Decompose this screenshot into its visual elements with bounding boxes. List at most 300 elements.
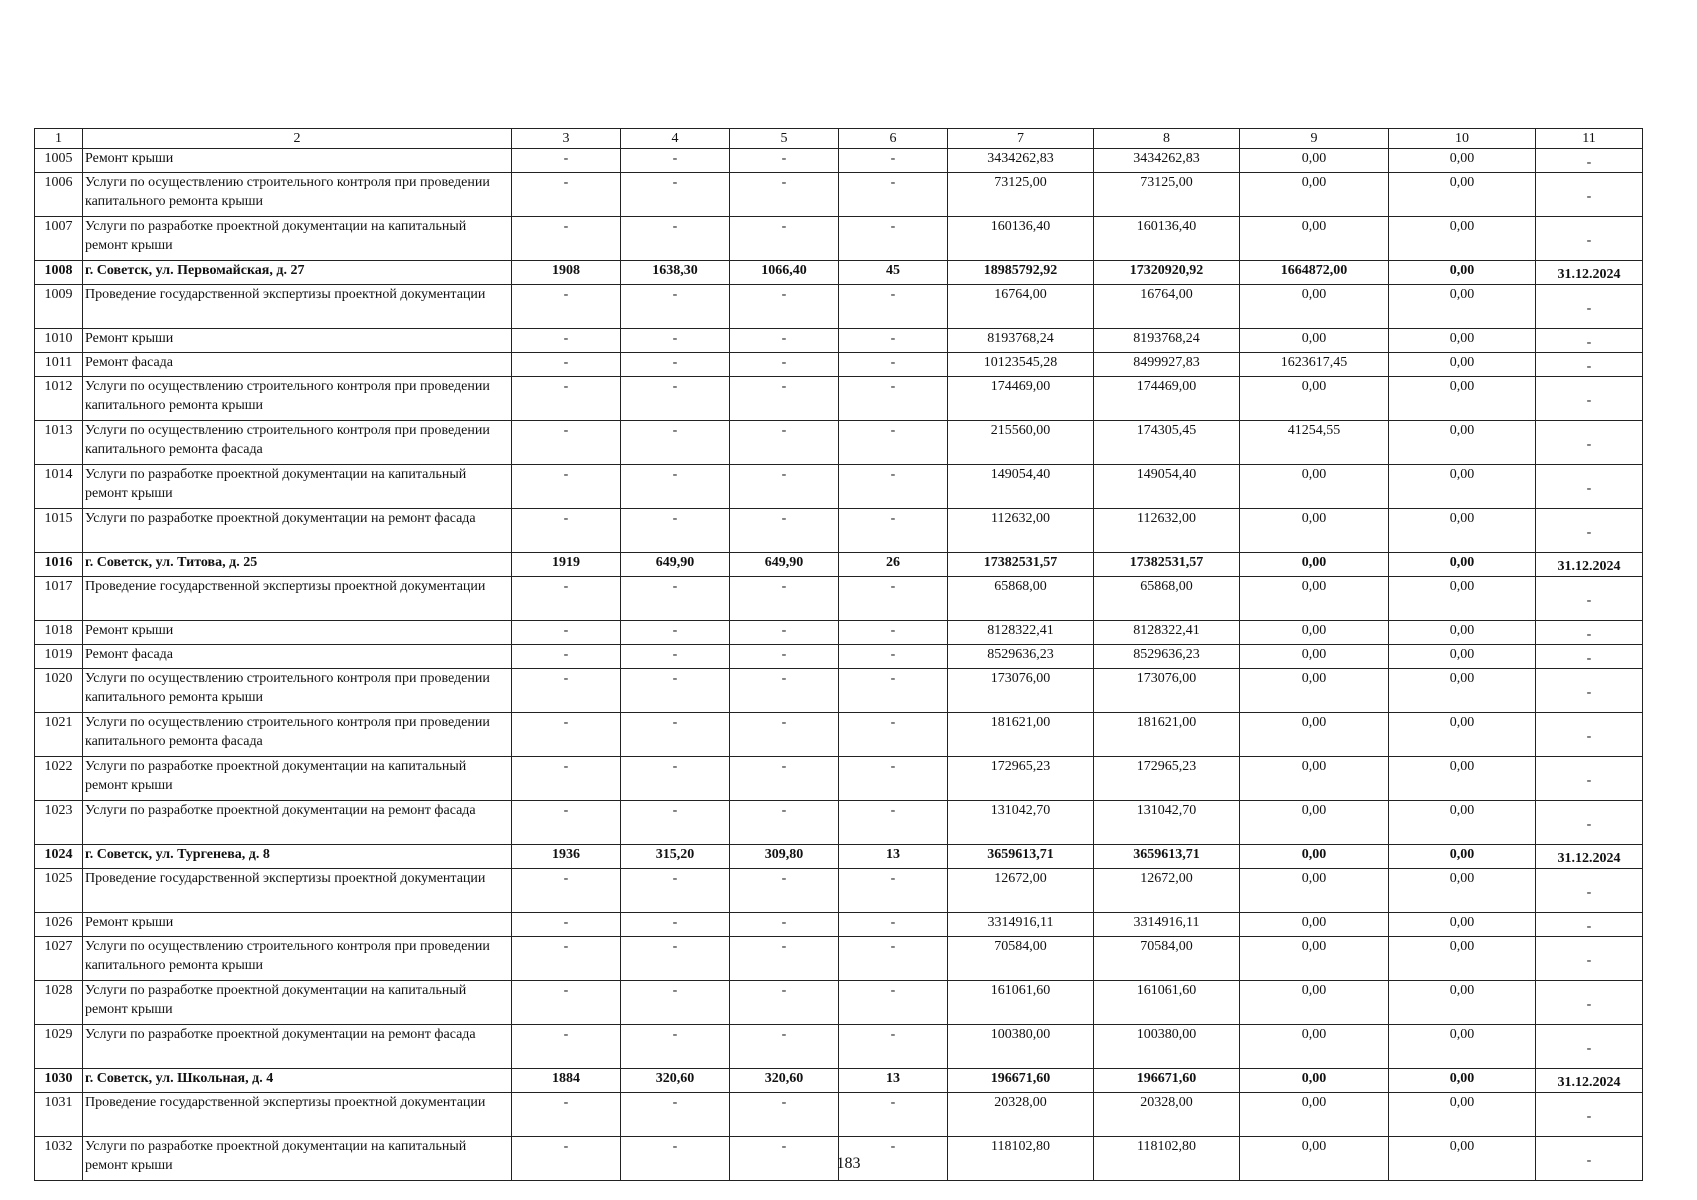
other-funds-cell: 0,00 xyxy=(1389,713,1536,757)
owner-funds-cell: 0,00 xyxy=(1240,217,1389,261)
year-built-cell: - xyxy=(512,713,621,757)
total-cost-cell: 8193768,24 xyxy=(948,329,1094,353)
completion-date-cell: - xyxy=(1536,801,1643,845)
column-header: 9 xyxy=(1240,129,1389,149)
total-cost-cell: 196671,60 xyxy=(948,1069,1094,1093)
completion-date-cell: - xyxy=(1536,285,1643,329)
living-area-cell: - xyxy=(730,645,839,669)
total-cost-cell: 16764,00 xyxy=(948,285,1094,329)
fund-amount-cell: 174305,45 xyxy=(1094,421,1240,465)
year-built-cell: 1936 xyxy=(512,845,621,869)
table-row xyxy=(35,1093,1643,1137)
work-description-cell: Ремонт фасада xyxy=(83,645,512,669)
other-funds-cell: 0,00 xyxy=(1389,757,1536,801)
other-funds-cell: 0,00 xyxy=(1389,149,1536,173)
total-cost-cell: 65868,00 xyxy=(948,577,1094,621)
work-description-cell: Услуги по осуществлению строительного контроля при проведении капитального ремонта крыши xyxy=(83,669,512,713)
owner-funds-cell: 0,00 xyxy=(1240,1025,1389,1069)
work-description-cell: Ремонт крыши xyxy=(83,149,512,173)
fund-amount-cell: 3314916,11 xyxy=(1094,913,1240,937)
fund-amount-cell: 161061,60 xyxy=(1094,981,1240,1025)
fund-amount-cell: 112632,00 xyxy=(1094,509,1240,553)
completion-date-cell: - xyxy=(1536,621,1643,645)
residents-count-cell: 13 xyxy=(839,1069,948,1093)
table-row xyxy=(35,913,1643,937)
work-description-cell: Услуги по разработке проектной документации на капитальный ремонт крыши xyxy=(83,981,512,1025)
total-area-cell: - xyxy=(621,981,730,1025)
residents-count-cell: - xyxy=(839,1025,948,1069)
fund-amount-cell: 181621,00 xyxy=(1094,713,1240,757)
row-number-cell: 1032 xyxy=(35,1137,83,1181)
residents-count-cell: 26 xyxy=(839,553,948,577)
total-cost-cell: 173076,00 xyxy=(948,669,1094,713)
row-number-cell: 1031 xyxy=(35,1093,83,1137)
total-area-cell: - xyxy=(621,645,730,669)
fund-amount-cell: 20328,00 xyxy=(1094,1093,1240,1137)
total-area-cell: - xyxy=(621,465,730,509)
living-area-cell: 309,80 xyxy=(730,845,839,869)
row-number-cell: 1008 xyxy=(35,261,83,285)
total-area-cell: - xyxy=(621,1025,730,1069)
completion-date-cell: - xyxy=(1536,1137,1643,1181)
other-funds-cell: 0,00 xyxy=(1389,329,1536,353)
living-area-cell: - xyxy=(730,285,839,329)
year-built-cell: - xyxy=(512,173,621,217)
total-cost-cell: 100380,00 xyxy=(948,1025,1094,1069)
table-row xyxy=(35,869,1643,913)
residents-count-cell: - xyxy=(839,421,948,465)
other-funds-cell: 0,00 xyxy=(1389,913,1536,937)
owner-funds-cell: 41254,55 xyxy=(1240,421,1389,465)
total-cost-cell: 149054,40 xyxy=(948,465,1094,509)
owner-funds-cell: 0,00 xyxy=(1240,937,1389,981)
table-row xyxy=(35,1025,1643,1069)
year-built-cell: - xyxy=(512,465,621,509)
total-area-cell: - xyxy=(621,377,730,421)
living-area-cell: - xyxy=(730,217,839,261)
work-description-cell: Услуги по разработке проектной документации на капитальный ремонт крыши xyxy=(83,1137,512,1181)
fund-amount-cell: 65868,00 xyxy=(1094,577,1240,621)
living-area-cell: - xyxy=(730,421,839,465)
fund-amount-cell: 172965,23 xyxy=(1094,757,1240,801)
other-funds-cell: 0,00 xyxy=(1389,553,1536,577)
other-funds-cell: 0,00 xyxy=(1389,801,1536,845)
other-funds-cell: 0,00 xyxy=(1389,645,1536,669)
total-cost-cell: 17382531,57 xyxy=(948,553,1094,577)
other-funds-cell: 0,00 xyxy=(1389,869,1536,913)
residents-count-cell: - xyxy=(839,1137,948,1181)
total-cost-cell: 174469,00 xyxy=(948,377,1094,421)
residents-count-cell: - xyxy=(839,621,948,645)
work-description-cell: г. Советск, ул. Титова, д. 25 xyxy=(83,553,512,577)
column-header: 10 xyxy=(1389,129,1536,149)
total-area-cell: - xyxy=(621,1093,730,1137)
owner-funds-cell: 0,00 xyxy=(1240,845,1389,869)
other-funds-cell: 0,00 xyxy=(1389,577,1536,621)
fund-amount-cell: 196671,60 xyxy=(1094,1069,1240,1093)
column-header: 3 xyxy=(512,129,621,149)
completion-date-cell: 31.12.2024 xyxy=(1536,845,1643,869)
work-description-cell: Услуги по осуществлению строительного контроля при проведении капитального ремонта крыши xyxy=(83,937,512,981)
completion-date-cell: - xyxy=(1536,669,1643,713)
year-built-cell: - xyxy=(512,329,621,353)
other-funds-cell: 0,00 xyxy=(1389,285,1536,329)
row-number-cell: 1020 xyxy=(35,669,83,713)
residents-count-cell: - xyxy=(839,1093,948,1137)
total-area-cell: 320,60 xyxy=(621,1069,730,1093)
row-number-cell: 1021 xyxy=(35,713,83,757)
year-built-cell: - xyxy=(512,801,621,845)
owner-funds-cell: 0,00 xyxy=(1240,757,1389,801)
work-description-cell: Услуги по разработке проектной документации на ремонт фасада xyxy=(83,1025,512,1069)
work-description-cell: Услуги по разработке проектной документации на ремонт фасада xyxy=(83,801,512,845)
row-number-cell: 1026 xyxy=(35,913,83,937)
year-built-cell: - xyxy=(512,757,621,801)
year-built-cell: - xyxy=(512,285,621,329)
total-area-cell: - xyxy=(621,621,730,645)
table-row xyxy=(35,377,1643,421)
fund-amount-cell: 17382531,57 xyxy=(1094,553,1240,577)
work-description-cell: Ремонт фасада xyxy=(83,353,512,377)
fund-amount-cell: 160136,40 xyxy=(1094,217,1240,261)
column-header: 4 xyxy=(621,129,730,149)
year-built-cell: - xyxy=(512,1137,621,1181)
owner-funds-cell: 0,00 xyxy=(1240,377,1389,421)
owner-funds-cell: 0,00 xyxy=(1240,621,1389,645)
completion-date-cell: - xyxy=(1536,217,1643,261)
total-cost-cell: 18985792,92 xyxy=(948,261,1094,285)
residents-count-cell: - xyxy=(839,713,948,757)
residents-count-cell: - xyxy=(839,377,948,421)
residents-count-cell: - xyxy=(839,913,948,937)
fund-amount-cell: 70584,00 xyxy=(1094,937,1240,981)
total-area-cell: - xyxy=(621,353,730,377)
living-area-cell: - xyxy=(730,1137,839,1181)
total-cost-cell: 118102,80 xyxy=(948,1137,1094,1181)
column-header: 11 xyxy=(1536,129,1643,149)
fund-amount-cell: 8193768,24 xyxy=(1094,329,1240,353)
total-area-cell: - xyxy=(621,149,730,173)
total-area-cell: - xyxy=(621,217,730,261)
total-area-cell: - xyxy=(621,509,730,553)
residents-count-cell: - xyxy=(839,669,948,713)
total-area-cell: - xyxy=(621,757,730,801)
living-area-cell: - xyxy=(730,713,839,757)
table-row xyxy=(35,353,1643,377)
work-description-cell: Проведение государственной экспертизы проектной документации xyxy=(83,285,512,329)
residents-count-cell: - xyxy=(839,285,948,329)
total-area-cell: 1638,30 xyxy=(621,261,730,285)
column-header: 5 xyxy=(730,129,839,149)
living-area-cell: - xyxy=(730,869,839,913)
total-cost-cell: 112632,00 xyxy=(948,509,1094,553)
table-row xyxy=(35,577,1643,621)
work-description-cell: Ремонт крыши xyxy=(83,621,512,645)
completion-date-cell: - xyxy=(1536,757,1643,801)
row-number-cell: 1022 xyxy=(35,757,83,801)
other-funds-cell: 0,00 xyxy=(1389,937,1536,981)
total-cost-cell: 3659613,71 xyxy=(948,845,1094,869)
completion-date-cell: 31.12.2024 xyxy=(1536,553,1643,577)
year-built-cell: - xyxy=(512,377,621,421)
completion-date-cell: - xyxy=(1536,1093,1643,1137)
completion-date-cell: 31.12.2024 xyxy=(1536,1069,1643,1093)
work-description-cell: Проведение государственной экспертизы проектной документации xyxy=(83,577,512,621)
owner-funds-cell: 0,00 xyxy=(1240,149,1389,173)
table-row xyxy=(35,421,1643,465)
other-funds-cell: 0,00 xyxy=(1389,1093,1536,1137)
other-funds-cell: 0,00 xyxy=(1389,173,1536,217)
fund-amount-cell: 3659613,71 xyxy=(1094,845,1240,869)
table-row xyxy=(35,937,1643,981)
fund-amount-cell: 73125,00 xyxy=(1094,173,1240,217)
fund-amount-cell: 118102,80 xyxy=(1094,1137,1240,1181)
work-description-cell: Услуги по разработке проектной документации на капитальный ремонт крыши xyxy=(83,465,512,509)
row-number-cell: 1018 xyxy=(35,621,83,645)
fund-amount-cell: 173076,00 xyxy=(1094,669,1240,713)
residents-count-cell: 13 xyxy=(839,845,948,869)
fund-amount-cell: 149054,40 xyxy=(1094,465,1240,509)
other-funds-cell: 0,00 xyxy=(1389,377,1536,421)
owner-funds-cell: 0,00 xyxy=(1240,869,1389,913)
row-number-cell: 1005 xyxy=(35,149,83,173)
fund-amount-cell: 17320920,92 xyxy=(1094,261,1240,285)
residents-count-cell: 45 xyxy=(839,261,948,285)
owner-funds-cell: 0,00 xyxy=(1240,285,1389,329)
work-description-cell: Услуги по осуществлению строительного контроля при проведении капитального ремонта фасада xyxy=(83,713,512,757)
owner-funds-cell: 0,00 xyxy=(1240,1137,1389,1181)
row-number-cell: 1019 xyxy=(35,645,83,669)
completion-date-cell: - xyxy=(1536,173,1643,217)
fund-amount-cell: 174469,00 xyxy=(1094,377,1240,421)
total-cost-cell: 3314916,11 xyxy=(948,913,1094,937)
completion-date-cell: - xyxy=(1536,377,1643,421)
total-area-cell: 315,20 xyxy=(621,845,730,869)
row-number-cell: 1028 xyxy=(35,981,83,1025)
residents-count-cell: - xyxy=(839,981,948,1025)
owner-funds-cell: 0,00 xyxy=(1240,801,1389,845)
table-row xyxy=(35,757,1643,801)
other-funds-cell: 0,00 xyxy=(1389,1069,1536,1093)
owner-funds-cell: 0,00 xyxy=(1240,329,1389,353)
other-funds-cell: 0,00 xyxy=(1389,1025,1536,1069)
completion-date-cell: - xyxy=(1536,1025,1643,1069)
year-built-cell: - xyxy=(512,149,621,173)
year-built-cell: - xyxy=(512,937,621,981)
total-area-cell: - xyxy=(621,713,730,757)
work-description-cell: г. Советск, ул. Первомайская, д. 27 xyxy=(83,261,512,285)
column-header: 2 xyxy=(83,129,512,149)
owner-funds-cell: 0,00 xyxy=(1240,669,1389,713)
total-cost-cell: 181621,00 xyxy=(948,713,1094,757)
total-cost-cell: 215560,00 xyxy=(948,421,1094,465)
residents-count-cell: - xyxy=(839,509,948,553)
row-number-cell: 1029 xyxy=(35,1025,83,1069)
year-built-cell: - xyxy=(512,645,621,669)
row-number-cell: 1006 xyxy=(35,173,83,217)
year-built-cell: - xyxy=(512,421,621,465)
address-row xyxy=(35,845,1643,869)
table-header-row xyxy=(35,129,1643,149)
row-number-cell: 1012 xyxy=(35,377,83,421)
total-cost-cell: 10123545,28 xyxy=(948,353,1094,377)
row-number-cell: 1024 xyxy=(35,845,83,869)
work-description-cell: г. Советск, ул. Тургенева, д. 8 xyxy=(83,845,512,869)
table-row xyxy=(35,173,1643,217)
living-area-cell: - xyxy=(730,353,839,377)
fund-amount-cell: 12672,00 xyxy=(1094,869,1240,913)
completion-date-cell: - xyxy=(1536,577,1643,621)
year-built-cell: - xyxy=(512,217,621,261)
total-cost-cell: 70584,00 xyxy=(948,937,1094,981)
total-cost-cell: 161061,60 xyxy=(948,981,1094,1025)
owner-funds-cell: 0,00 xyxy=(1240,713,1389,757)
living-area-cell: - xyxy=(730,377,839,421)
year-built-cell: - xyxy=(512,353,621,377)
living-area-cell: - xyxy=(730,329,839,353)
row-number-cell: 1015 xyxy=(35,509,83,553)
work-description-cell: Услуги по разработке проектной документации на капитальный ремонт крыши xyxy=(83,757,512,801)
fund-amount-cell: 16764,00 xyxy=(1094,285,1240,329)
work-description-cell: Проведение государственной экспертизы проектной документации xyxy=(83,1093,512,1137)
fund-amount-cell: 3434262,83 xyxy=(1094,149,1240,173)
table-row xyxy=(35,713,1643,757)
column-header: 1 xyxy=(35,129,83,149)
residents-count-cell: - xyxy=(839,757,948,801)
other-funds-cell: 0,00 xyxy=(1389,261,1536,285)
column-header: 6 xyxy=(839,129,948,149)
living-area-cell: 320,60 xyxy=(730,1069,839,1093)
fund-amount-cell: 131042,70 xyxy=(1094,801,1240,845)
completion-date-cell: - xyxy=(1536,913,1643,937)
living-area-cell: - xyxy=(730,1093,839,1137)
residents-count-cell: - xyxy=(839,217,948,261)
address-row xyxy=(35,1069,1643,1093)
total-area-cell: - xyxy=(621,1137,730,1181)
works-table xyxy=(34,128,1643,1181)
work-description-cell: Ремонт крыши xyxy=(83,329,512,353)
table-row xyxy=(35,285,1643,329)
living-area-cell: - xyxy=(730,577,839,621)
year-built-cell: - xyxy=(512,669,621,713)
total-area-cell: 649,90 xyxy=(621,553,730,577)
total-area-cell: - xyxy=(621,285,730,329)
owner-funds-cell: 1623617,45 xyxy=(1240,353,1389,377)
other-funds-cell: 0,00 xyxy=(1389,669,1536,713)
row-number-cell: 1014 xyxy=(35,465,83,509)
other-funds-cell: 0,00 xyxy=(1389,981,1536,1025)
completion-date-cell: - xyxy=(1536,937,1643,981)
year-built-cell: - xyxy=(512,509,621,553)
residents-count-cell: - xyxy=(839,329,948,353)
other-funds-cell: 0,00 xyxy=(1389,621,1536,645)
year-built-cell: 1884 xyxy=(512,1069,621,1093)
total-cost-cell: 3434262,83 xyxy=(948,149,1094,173)
total-cost-cell: 8128322,41 xyxy=(948,621,1094,645)
total-cost-cell: 131042,70 xyxy=(948,801,1094,845)
total-cost-cell: 172965,23 xyxy=(948,757,1094,801)
residents-count-cell: - xyxy=(839,577,948,621)
total-cost-cell: 12672,00 xyxy=(948,869,1094,913)
total-area-cell: - xyxy=(621,329,730,353)
other-funds-cell: 0,00 xyxy=(1389,421,1536,465)
work-description-cell: Услуги по осуществлению строительного контроля при проведении капитального ремонта крыши xyxy=(83,377,512,421)
work-description-cell: Проведение государственной экспертизы проектной документации xyxy=(83,869,512,913)
table-row xyxy=(35,801,1643,845)
residents-count-cell: - xyxy=(839,937,948,981)
owner-funds-cell: 0,00 xyxy=(1240,981,1389,1025)
owner-funds-cell: 0,00 xyxy=(1240,173,1389,217)
completion-date-cell: - xyxy=(1536,329,1643,353)
living-area-cell: - xyxy=(730,509,839,553)
living-area-cell: - xyxy=(730,1025,839,1069)
other-funds-cell: 0,00 xyxy=(1389,217,1536,261)
total-area-cell: - xyxy=(621,913,730,937)
table-row xyxy=(35,329,1643,353)
residents-count-cell: - xyxy=(839,353,948,377)
year-built-cell: 1908 xyxy=(512,261,621,285)
residents-count-cell: - xyxy=(839,869,948,913)
living-area-cell: - xyxy=(730,173,839,217)
completion-date-cell: - xyxy=(1536,981,1643,1025)
address-row xyxy=(35,261,1643,285)
row-number-cell: 1017 xyxy=(35,577,83,621)
row-number-cell: 1013 xyxy=(35,421,83,465)
other-funds-cell: 0,00 xyxy=(1389,353,1536,377)
living-area-cell: 1066,40 xyxy=(730,261,839,285)
row-number-cell: 1007 xyxy=(35,217,83,261)
living-area-cell: 649,90 xyxy=(730,553,839,577)
completion-date-cell: - xyxy=(1536,465,1643,509)
row-number-cell: 1011 xyxy=(35,353,83,377)
table-row xyxy=(35,621,1643,645)
living-area-cell: - xyxy=(730,465,839,509)
completion-date-cell: - xyxy=(1536,509,1643,553)
completion-date-cell: - xyxy=(1536,421,1643,465)
other-funds-cell: 0,00 xyxy=(1389,845,1536,869)
residents-count-cell: - xyxy=(839,173,948,217)
year-built-cell: - xyxy=(512,577,621,621)
completion-date-cell: - xyxy=(1536,353,1643,377)
owner-funds-cell: 0,00 xyxy=(1240,1093,1389,1137)
total-cost-cell: 73125,00 xyxy=(948,173,1094,217)
row-number-cell: 1010 xyxy=(35,329,83,353)
column-header: 7 xyxy=(948,129,1094,149)
table-row xyxy=(35,981,1643,1025)
residents-count-cell: - xyxy=(839,149,948,173)
owner-funds-cell: 0,00 xyxy=(1240,553,1389,577)
total-area-cell: - xyxy=(621,869,730,913)
row-number-cell: 1023 xyxy=(35,801,83,845)
living-area-cell: - xyxy=(730,621,839,645)
completion-date-cell: - xyxy=(1536,645,1643,669)
total-area-cell: - xyxy=(621,421,730,465)
year-built-cell: - xyxy=(512,869,621,913)
living-area-cell: - xyxy=(730,801,839,845)
total-area-cell: - xyxy=(621,669,730,713)
table-row xyxy=(35,217,1643,261)
total-cost-cell: 8529636,23 xyxy=(948,645,1094,669)
work-description-cell: Услуги по разработке проектной документации на капитальный ремонт крыши xyxy=(83,217,512,261)
total-cost-cell: 20328,00 xyxy=(948,1093,1094,1137)
row-number-cell: 1027 xyxy=(35,937,83,981)
year-built-cell: - xyxy=(512,981,621,1025)
residents-count-cell: - xyxy=(839,645,948,669)
year-built-cell: 1919 xyxy=(512,553,621,577)
fund-amount-cell: 100380,00 xyxy=(1094,1025,1240,1069)
page-number: 183 xyxy=(836,1155,861,1172)
total-cost-cell: 160136,40 xyxy=(948,217,1094,261)
